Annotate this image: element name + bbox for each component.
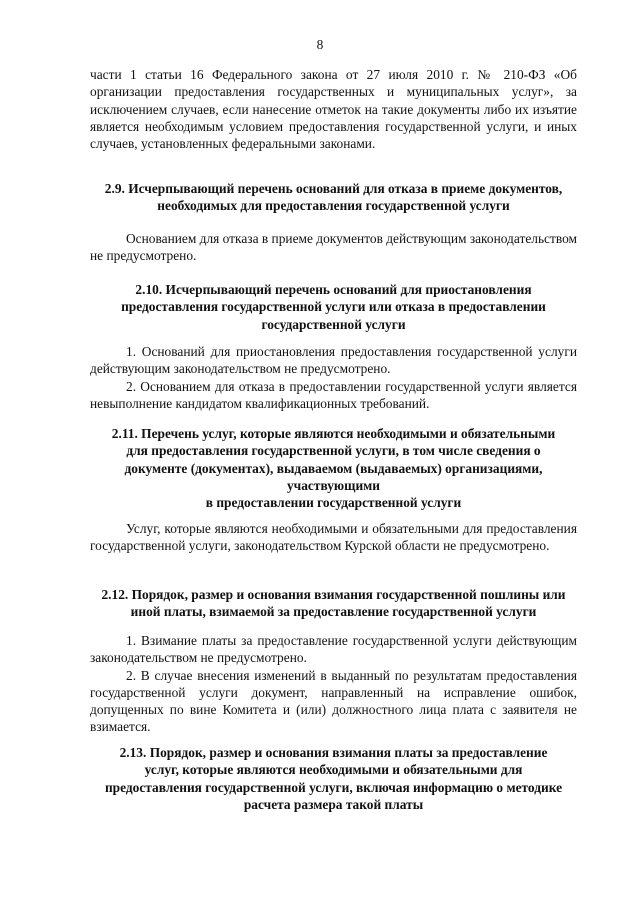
paragraph: Услуг, которые являются необходимыми и обязательными для предоставления государственной услуги, законодательством Курской области не предусмотрено.	[90, 521, 577, 554]
heading-line: участвующими	[286, 477, 381, 493]
heading-line: 2.9. Исчерпывающий перечень оснований для отказа в приеме документов,	[104, 181, 563, 196]
intro-block	[90, 66, 577, 152]
heading-line: 2.10. Исчерпывающий перечень оснований для приостановления	[135, 282, 532, 297]
heading-line: для предоставления государственной услуги, в том числе сведения о	[126, 443, 541, 459]
section-2-12-heading	[90, 586, 577, 621]
section-2-9-body	[90, 230, 577, 265]
section-2-10-body	[90, 343, 577, 412]
section-2-10-heading	[90, 281, 577, 333]
heading-line: 2.13. Порядок, размер и основания взимания платы за предоставление	[119, 745, 548, 760]
heading-line: расчета размера такой платы	[243, 796, 424, 812]
paragraph: Основанием для отказа в приеме документов действующим законодательством не предусмотрено.	[90, 231, 577, 264]
heading-line: предоставления государственной услуги или отказа в предоставлении	[121, 299, 546, 315]
heading-line: 2.12. Порядок, размер и основания взимания государственной пошлины или	[101, 587, 566, 602]
heading-line: 2.11. Перечень услуг, которые являются необходимыми и обязательными	[111, 426, 556, 441]
page-number: 8	[316, 37, 324, 52]
heading-line: необходимых для предоставления государственной услуги	[157, 198, 510, 214]
section-2-13-heading	[90, 744, 577, 813]
heading-line: предоставления государственной услуги, включая информацию о методике	[104, 779, 563, 795]
heading-line: услуг, которые являются необходимыми и обязательными для	[144, 762, 523, 778]
paragraph: 2. В случае внесения изменений в выданный по результатам предоставления государственной услуги документ, направленный на исправление ошибок, допущенных по вине Комитета и (или) должностного лица плата с заявителя не взимается.	[90, 667, 577, 735]
section-2-11-body	[90, 520, 577, 555]
paragraph: 1. Взимание платы за предоставление государственной услуги действующим законодательством не предусмотрено.	[90, 633, 577, 666]
paragraph: 2. Основанием для отказа в предоставлении государственной услуги является невыполнение кандидатом квалификационных требований.	[90, 378, 577, 411]
heading-line: документе (документах), выдаваемом (выдаваемых) организациями,	[124, 460, 543, 476]
section-2-12-body	[90, 632, 577, 736]
heading-line: в предоставлении государственной услуги	[205, 495, 462, 511]
intro-paragraph: части 1 статьи 16 Федерального закона от 27 июля 2010 г. № 210-ФЗ «Об организации предоставления государственных и муниципальных услуг», за исключением случаев, если нанесение отметок на такие документы либо их изъятие является необходимым условием предоставления государственной услуги, и иных случаев, установленных федеральными законами.	[90, 67, 577, 152]
section-2-11-heading	[90, 425, 577, 511]
heading-line: государственной услуги	[261, 316, 406, 332]
heading-line: иной платы, взимаемой за предоставление государственной услуги	[130, 604, 537, 620]
paragraph: 1. Оснований для приостановления предоставления государственной услуги действующим законодательством не предусмотрено.	[90, 344, 577, 377]
section-2-9-heading	[90, 180, 577, 215]
